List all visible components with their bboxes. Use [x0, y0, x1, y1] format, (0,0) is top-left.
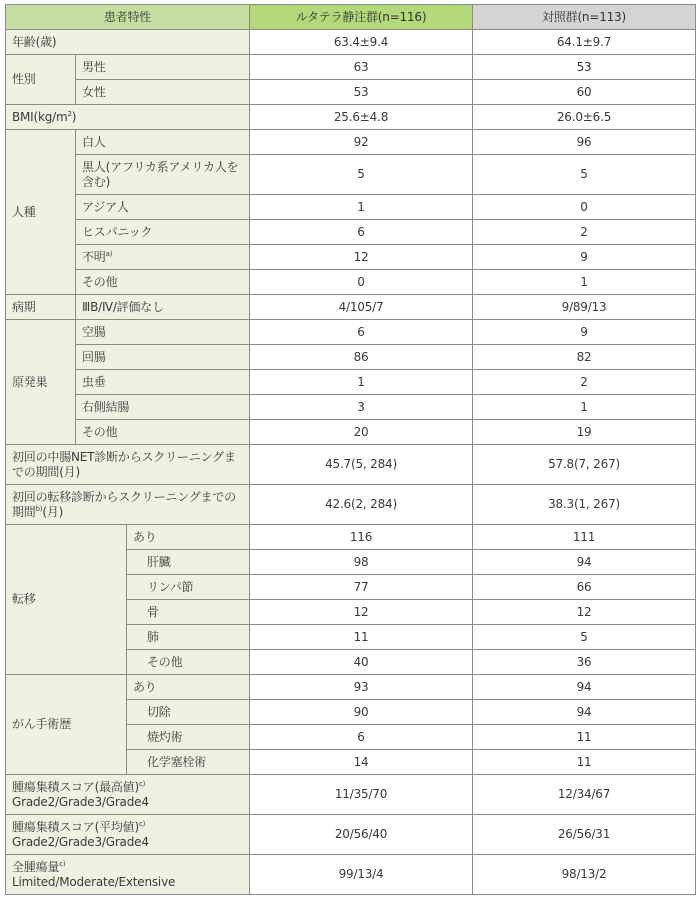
label-race-item: 不明$^{a)}$ — [76, 245, 250, 270]
table-row-primary — [6, 420, 696, 445]
label-surgery-item: 切除 — [127, 700, 250, 725]
value-lutathera: 86 — [250, 345, 473, 370]
label-tumor-burden: 全腫瘍量$^{c)}$ Limited/Moderate/Extensive — [6, 855, 250, 895]
table-row-net-period — [6, 445, 696, 485]
value-control: 12/34/67 — [473, 775, 696, 815]
value-control: 11 — [473, 725, 696, 750]
label-stage-sub: ⅢB/Ⅳ/評価なし — [76, 295, 250, 320]
value-control: 1 — [473, 395, 696, 420]
label-score-avg: 腫瘍集積スコア(平均値)$^{c)}$ Grade2/Grade3/Grade4 — [6, 815, 250, 855]
label-metastasis-item: リンパ節 — [127, 575, 250, 600]
label-stage: 病期 — [6, 295, 76, 320]
value-control: 82 — [473, 345, 696, 370]
value-control: 36 — [473, 650, 696, 675]
label-surgery-item: 化学塞栓術 — [127, 750, 250, 775]
table-row-sex-female — [6, 80, 696, 105]
value-lutathera: 53 — [250, 80, 473, 105]
value-lutathera: 6 — [250, 320, 473, 345]
value-lutathera: 5 — [250, 155, 473, 195]
value-control: 60 — [473, 80, 696, 105]
value-control: 38.3(1, 267) — [473, 485, 696, 525]
table-row-bmi — [6, 105, 696, 130]
value-control: 9 — [473, 245, 696, 270]
value-lutathera: 92 — [250, 130, 473, 155]
value-control: 9/89/13 — [473, 295, 696, 320]
table-row-score-avg — [6, 815, 696, 855]
header-characteristic: 患者特性 — [6, 5, 250, 30]
table-row-primary — [6, 370, 696, 395]
table-row-race — [6, 155, 696, 195]
label-female: 女性 — [76, 80, 250, 105]
label-race: 人種 — [6, 130, 76, 295]
value-lutathera: 63 — [250, 55, 473, 80]
value-control: 1 — [473, 270, 696, 295]
value-control: 2 — [473, 220, 696, 245]
value-control: 9 — [473, 320, 696, 345]
table-row-sex-male — [6, 55, 696, 80]
value-lutathera: 1 — [250, 195, 473, 220]
value-control: 94 — [473, 675, 696, 700]
table-row-stage — [6, 295, 696, 320]
table-row-surgery — [6, 675, 696, 700]
table-row-primary — [6, 345, 696, 370]
header-lutathera-group: ルタテラ静注群(n=116) — [250, 5, 473, 30]
value-lutathera: 45.7(5, 284) — [250, 445, 473, 485]
value-lutathera: 11 — [250, 625, 473, 650]
label-age: 年齢(歳) — [6, 30, 250, 55]
value-control: 5 — [473, 155, 696, 195]
label-primary-item: 虫垂 — [76, 370, 250, 395]
value-control: 57.8(7, 267) — [473, 445, 696, 485]
table-row-primary — [6, 320, 696, 345]
value-control: 26.0±6.5 — [473, 105, 696, 130]
value-lutathera: 116 — [250, 525, 473, 550]
value-lutathera: 20 — [250, 420, 473, 445]
table-row-race — [6, 245, 696, 270]
value-control: 11 — [473, 750, 696, 775]
value-control: 96 — [473, 130, 696, 155]
value-control: 94 — [473, 550, 696, 575]
label-metastasis-item: その他 — [127, 650, 250, 675]
value-control: 98/13/2 — [473, 855, 696, 895]
label-primary-item: 空腸 — [76, 320, 250, 345]
value-control: 26/56/31 — [473, 815, 696, 855]
value-lutathera: 25.6±4.8 — [250, 105, 473, 130]
value-control: 53 — [473, 55, 696, 80]
value-lutathera: 11/35/70 — [250, 775, 473, 815]
value-lutathera: 0 — [250, 270, 473, 295]
label-race-item: 白人 — [76, 130, 250, 155]
table-row-metastasis — [6, 525, 696, 550]
table-row-race — [6, 195, 696, 220]
label-primary-site: 原発巣 — [6, 320, 76, 445]
value-lutathera: 20/56/40 — [250, 815, 473, 855]
value-control: 5 — [473, 625, 696, 650]
value-lutathera: 93 — [250, 675, 473, 700]
patient-characteristics-table — [5, 4, 696, 895]
value-lutathera: 12 — [250, 600, 473, 625]
value-lutathera: 40 — [250, 650, 473, 675]
value-control: 66 — [473, 575, 696, 600]
value-lutathera: 99/13/4 — [250, 855, 473, 895]
value-lutathera: 12 — [250, 245, 473, 270]
label-score-max: 腫瘍集積スコア(最高値)$^{c)}$ Grade2/Grade3/Grade4 — [6, 775, 250, 815]
value-control: 2 — [473, 370, 696, 395]
table-row-primary — [6, 395, 696, 420]
value-lutathera: 4/105/7 — [250, 295, 473, 320]
label-surgery-history: がん手術歴 — [6, 675, 127, 775]
value-lutathera: 98 — [250, 550, 473, 575]
label-primary-item: 右側結腸 — [76, 395, 250, 420]
label-net-period: 初回の中腸NET診断からスクリーニングまでの期間(月) — [6, 445, 250, 485]
label-race-item: アジア人 — [76, 195, 250, 220]
value-lutathera: 77 — [250, 575, 473, 600]
table-row-mets-period — [6, 485, 696, 525]
table-row-score-max — [6, 775, 696, 815]
label-metastasis: 転移 — [6, 525, 127, 675]
header-row — [6, 5, 696, 30]
value-control: 111 — [473, 525, 696, 550]
label-metastasis-item: 骨 — [127, 600, 250, 625]
label-mets-period: 初回の転移診断からスクリーニングまでの期間$^{b)}$(月) — [6, 485, 250, 525]
label-surgery-item: あり — [127, 675, 250, 700]
label-surgery-item: 焼灼術 — [127, 725, 250, 750]
header-control-group: 対照群(n=113) — [473, 5, 696, 30]
table-row-tumor-burden — [6, 855, 696, 895]
label-race-item: その他 — [76, 270, 250, 295]
label-metastasis-item: 肝臓 — [127, 550, 250, 575]
label-bmi: $BMI(kg/m^2)$ — [6, 105, 250, 130]
table-row-race — [6, 130, 696, 155]
label-race-item: 黒人(アフリカ系アメリカ人を含む) — [76, 155, 250, 195]
value-lutathera: 14 — [250, 750, 473, 775]
label-metastasis-item: あり — [127, 525, 250, 550]
value-control: 64.1±9.7 — [473, 30, 696, 55]
value-control: 19 — [473, 420, 696, 445]
label-primary-item: 回腸 — [76, 345, 250, 370]
label-primary-item: その他 — [76, 420, 250, 445]
value-lutathera: 1 — [250, 370, 473, 395]
value-control: 12 — [473, 600, 696, 625]
value-control: 0 — [473, 195, 696, 220]
value-lutathera: 3 — [250, 395, 473, 420]
value-lutathera: 6 — [250, 725, 473, 750]
value-lutathera: 42.6(2, 284) — [250, 485, 473, 525]
value-lutathera: 6 — [250, 220, 473, 245]
label-sex: 性別 — [6, 55, 76, 105]
label-race-item: ヒスパニック — [76, 220, 250, 245]
table-row-age — [6, 30, 696, 55]
label-male: 男性 — [76, 55, 250, 80]
value-lutathera: 63.4±9.4 — [250, 30, 473, 55]
table-row-race — [6, 270, 696, 295]
table-row-race — [6, 220, 696, 245]
label-metastasis-item: 肺 — [127, 625, 250, 650]
value-control: 94 — [473, 700, 696, 725]
value-lutathera: 90 — [250, 700, 473, 725]
